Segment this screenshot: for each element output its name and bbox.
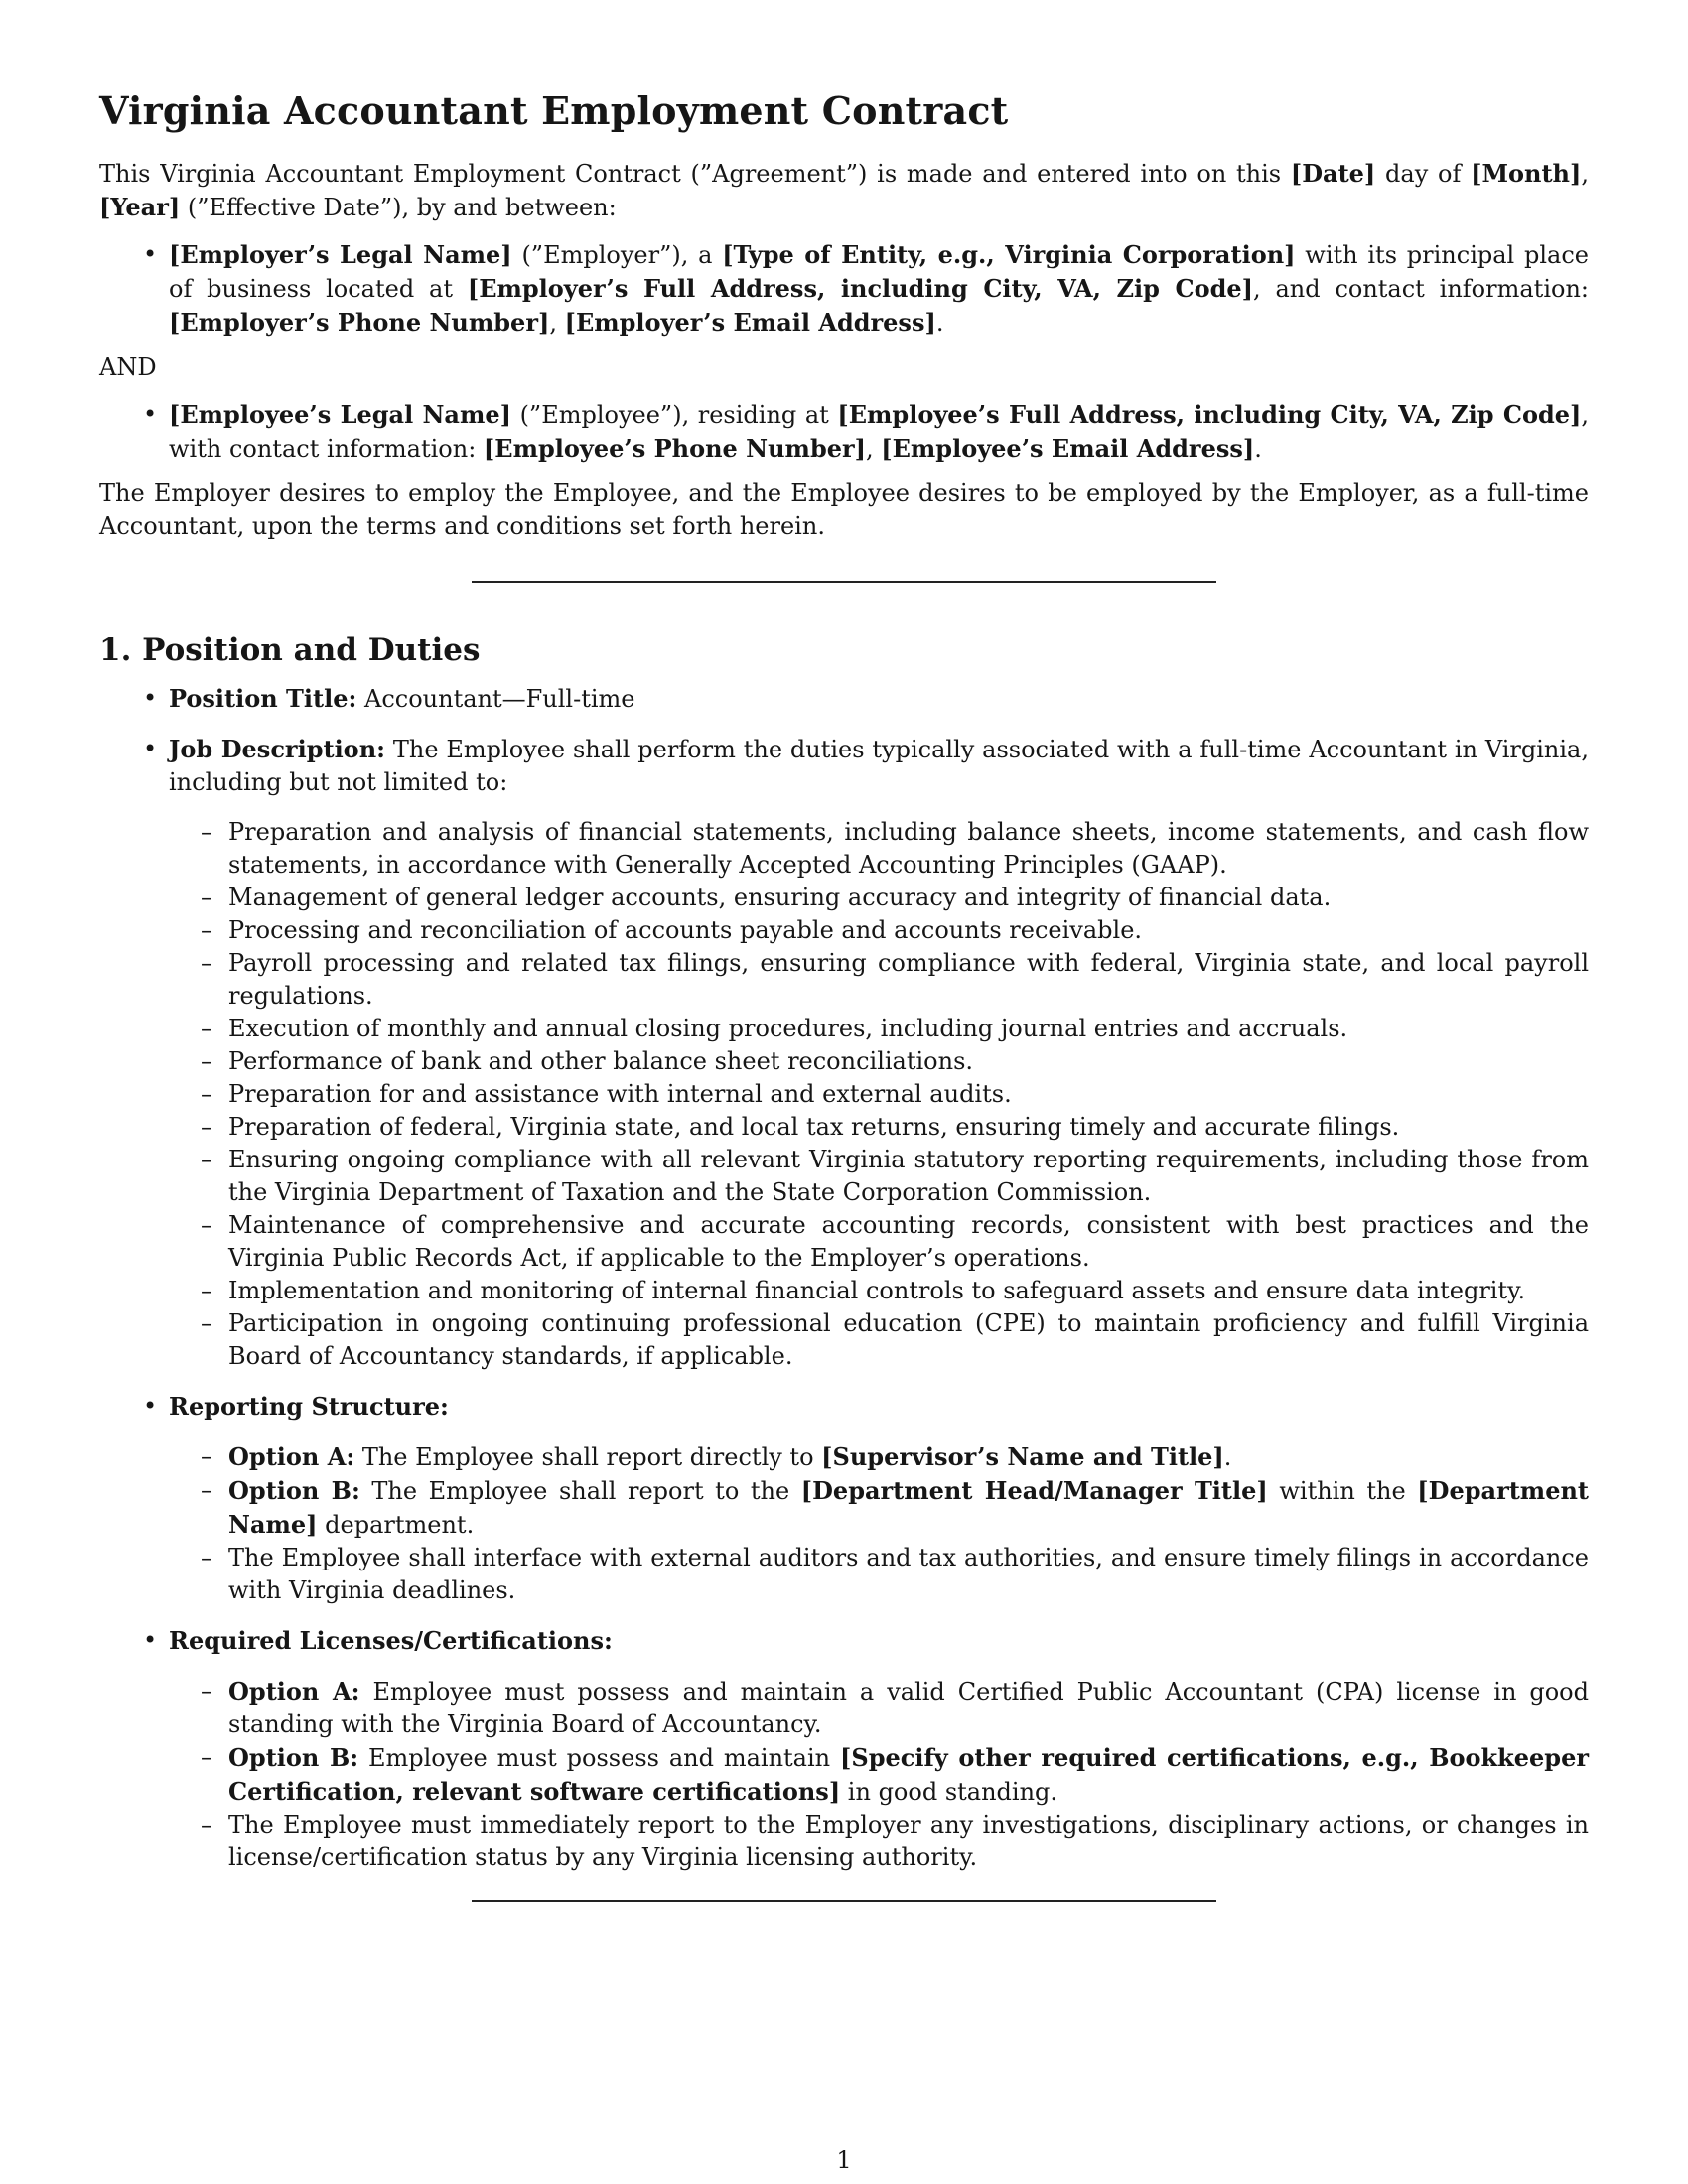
licenses-label: Required Licenses/Certifications: bbox=[169, 1626, 613, 1655]
employer-list bbox=[99, 238, 1589, 340]
and-separator: AND bbox=[99, 353, 157, 381]
job-description-item: • Job Description: The Employee shall perform the duties typically associated with a full-time Accountant in Virginia, including but not limited to: – Preparation and analysis of financial statements, including balance sheets, income statements, and cash flow statements, in accordance with Generally Accepted Accounting Principles (GAAP). – Management of general ledger accounts, ensuring accuracy and integrity of financial data. – Processing and reconciliation of accounts payable and accounts receivable. – Payroll processing and related tax filings, ensuring compliance with federal, Virginia state, and local payroll regulations. – Execution of monthly and annual closing procedures, including journal entries and accruals. – Performance of bank and other balance sheet reconciliations. – Preparation for and assistance with internal and external audits. – Preparation of federal, Virginia state, and local tax returns, ensuring timely and accurate filings. – Ensuring ongoing compliance with all relevant Virginia statutory reporting requirements, including those from the Virginia Department of Taxation and the State Corporation Commission. – Maintenance of comprehensive and accurate accounting records, consistent with best practices and the Virginia Public Records Act, if applicable to the Employer’s operations. – Implementation and monitoring of internal financial controls to safeguard assets and ensure data integrity. – Participation in ongoing continuing professional education (CPE) to maintain proficiency and fulfill Virginia Board of Accountancy standards, if applicable. bbox=[169, 733, 1589, 1373]
year-placeholder: [Year] bbox=[99, 193, 181, 221]
job-description-label: Job Description: bbox=[169, 735, 385, 763]
reporting-options-list bbox=[169, 1440, 1589, 1607]
employer-address-placeholder: [Employer’s Full Address, including City, VA, Zip Code] bbox=[467, 274, 1253, 303]
duty-item: – Implementation and monitoring of internal financial controls to safeguard assets and ensure data integrity. bbox=[228, 1275, 1589, 1307]
reporting-option-b: – Option B: The Employee shall report to the [Department Head/Manager Title] within the [Department Name] department. bbox=[228, 1474, 1589, 1542]
licenses-item bbox=[169, 1624, 1589, 1874]
month-placeholder: [Month] bbox=[1471, 159, 1582, 188]
purpose-paragraph: The Employer desires to employ the Employee, and the Employee desires to be employed by the Employer, as a full-time Accountant, upon the terms and conditions set forth herein. bbox=[99, 479, 1589, 540]
date-placeholder: [Date] bbox=[1290, 159, 1376, 188]
duty-item: – Preparation and analysis of financial statements, including balance sheets, income statements, and cash flow statements, in accordance with Generally Accepted Accounting Principles (GAAP). bbox=[228, 816, 1589, 882]
section-divider bbox=[472, 581, 1216, 583]
duty-item: – Maintenance of comprehensive and accurate accounting records, consistent with best practices and the Virginia Public Records Act, if applicable to the Employer’s operations. bbox=[228, 1209, 1589, 1275]
document-title: Virginia Accountant Employment Contract bbox=[99, 88, 1009, 133]
duty-item: – Ensuring ongoing compliance with all relevant Virginia statutory reporting requirements, including those from the Virginia Department of Taxation and the State Corporation Commission. bbox=[228, 1144, 1589, 1209]
employer-email-placeholder: [Employer’s Email Address] bbox=[564, 308, 936, 337]
section-1-list bbox=[99, 682, 1589, 1874]
duty-item: – Execution of monthly and annual closing procedures, including journal entries and accruals. bbox=[228, 1013, 1589, 1045]
reporting-structure-item bbox=[169, 1390, 1589, 1607]
employer-party-item: • [Employer’s Legal Name] (”Employer”), a [Type of Entity, e.g., Virginia Corporation] with its principal place of business located at [Employer’s Full Address, including City, VA, Zip Code], and contact information: [Employer’s Phone Number], [Employer’s Email Address]. bbox=[169, 238, 1589, 340]
employer-entity-placeholder: [Type of Entity, e.g., Virginia Corporation] bbox=[722, 240, 1296, 269]
employee-list bbox=[99, 398, 1589, 466]
position-title-label: Position Title: bbox=[169, 684, 357, 713]
employee-party-item: • [Employee’s Legal Name] (”Employee”), residing at [Employee’s Full Address, including City, VA, Zip Code], with contact information: [Employee’s Phone Number], [Employee’s Email Address]. bbox=[169, 398, 1589, 466]
position-title-item bbox=[169, 682, 1589, 716]
duty-item: – Participation in ongoing continuing professional education (CPE) to maintain proficiency and fulfill Virginia Board of Accountancy standards, if applicable. bbox=[228, 1307, 1589, 1373]
certifications-placeholder: [Specify other required certifications, e.g., Bookkeeper Certification, relevant software certifications] bbox=[228, 1743, 1589, 1806]
duty-item: – Management of general ledger accounts, ensuring accuracy and integrity of financial data. bbox=[228, 882, 1589, 914]
supervisor-placeholder: [Supervisor’s Name and Title] bbox=[821, 1442, 1224, 1471]
page-number: 1 bbox=[836, 2146, 852, 2174]
employee-email-placeholder: [Employee’s Email Address] bbox=[881, 434, 1255, 463]
position-title-value: Accountant—Full-time bbox=[356, 685, 635, 713]
duty-item: – Payroll processing and related tax filings, ensuring compliance with federal, Virginia state, and local payroll regulations. bbox=[228, 947, 1589, 1013]
intro-paragraph: This Virginia Accountant Employment Contract (”Agreement”) is made and entered into on this [Date] day of [Month], [Year] (”Effective Date”), by and between: bbox=[99, 159, 1590, 221]
duty-item: – Performance of bank and other balance sheet reconciliations. bbox=[228, 1045, 1589, 1078]
department-name-placeholder: [Department Name] bbox=[228, 1476, 1589, 1539]
license-option-a: – Option A: Employee must possess and maintain a valid Certified Public Accountant (CPA) license in good standing with the Virginia Board of Accountancy. bbox=[228, 1675, 1589, 1741]
department-head-placeholder: [Department Head/Manager Title] bbox=[800, 1476, 1268, 1505]
duties-list bbox=[169, 816, 1589, 1373]
employee-address-placeholder: [Employee’s Full Address, including City, VA, Zip Code] bbox=[837, 400, 1582, 429]
section-1-heading: 1. Position and Duties bbox=[99, 632, 481, 668]
employee-name-placeholder: [Employee’s Legal Name] bbox=[169, 400, 511, 429]
duty-item: – Preparation of federal, Virginia state, and local tax returns, ensuring timely and accurate filings. bbox=[228, 1111, 1589, 1144]
license-option-b: – Option B: Employee must possess and maintain [Specify other required certifications, e.g., Bookkeeper Certification, relevant software certifications] in good standing. bbox=[228, 1741, 1589, 1809]
reporting-structure-label: Reporting Structure: bbox=[169, 1392, 449, 1421]
employer-phone-placeholder: [Employer’s Phone Number] bbox=[169, 308, 550, 337]
duty-item: – Preparation for and assistance with internal and external audits. bbox=[228, 1078, 1589, 1111]
employee-phone-placeholder: [Employee’s Phone Number] bbox=[483, 434, 866, 463]
reporting-option-a: – Option A: The Employee shall report directly to [Supervisor’s Name and Title]. bbox=[228, 1440, 1589, 1474]
license-report-item: – The Employee must immediately report to the Employer any investigations, disciplinary actions, or changes in license/certification status by any Virginia licensing authority. bbox=[228, 1809, 1589, 1874]
section-end-divider bbox=[472, 1900, 1216, 1902]
licenses-options-list bbox=[169, 1675, 1589, 1874]
reporting-interface-item: – The Employee shall interface with external auditors and tax authorities, and ensure timely filings in accordance with Virginia deadlines. bbox=[228, 1542, 1589, 1607]
duty-item: – Processing and reconciliation of accounts payable and accounts receivable. bbox=[228, 914, 1589, 947]
employer-name-placeholder: [Employer’s Legal Name] bbox=[169, 240, 512, 269]
